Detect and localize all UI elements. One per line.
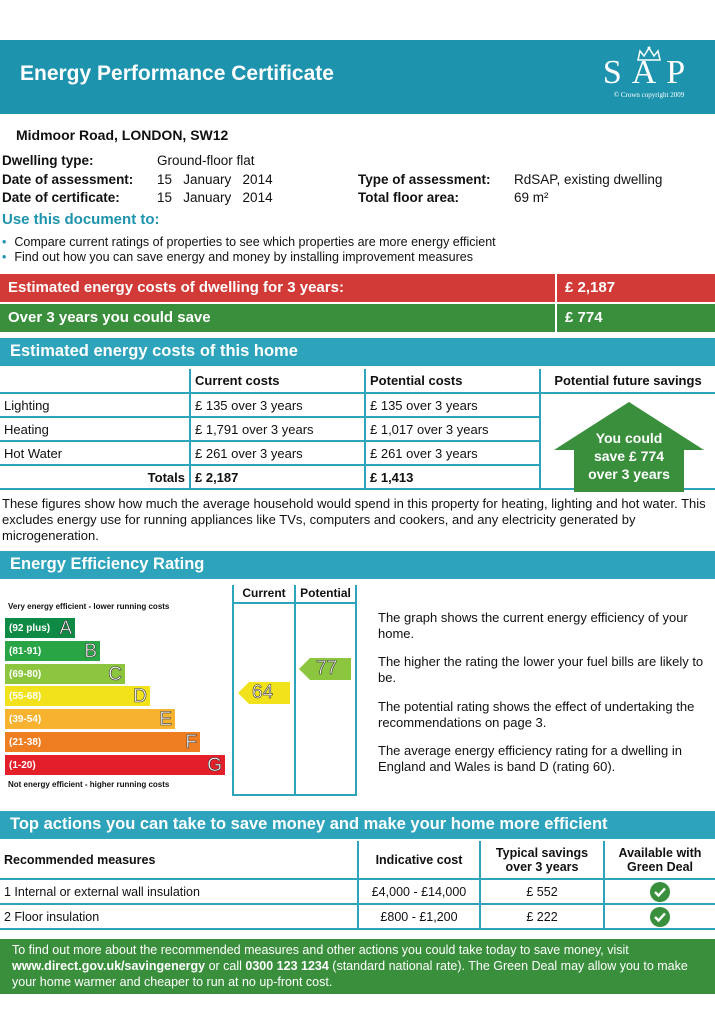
- date-certificate-value: 15 January 2014: [157, 190, 273, 205]
- rating-band-letter: A: [59, 618, 72, 639]
- rating-band-e: [5, 709, 175, 729]
- table-row: Hot Water £ 261 over 3 years £ 261 over 3 years: [0, 441, 715, 465]
- property-address: Midmoor Road, LONDON, SW12: [16, 127, 229, 143]
- estimated-costs-band: [0, 274, 715, 302]
- check-icon: [650, 907, 670, 927]
- rating-band-range: (39-54): [9, 714, 42, 726]
- sap-logo-letters: SAP: [602, 54, 696, 91]
- date-certificate-label: Date of certificate:: [2, 190, 120, 205]
- footer-info: To find out more about the recommended measures and other actions you could take today to save money, visit www.direct.gov.uk/savingenergy or call 0300 123 1234 (standard national rate). The Green Deal may allow you to make your home warmer and cheaper to run at no up-front cost.: [0, 939, 715, 994]
- date-assessment-value: 15 January 2014: [157, 172, 273, 187]
- savingenergy-link[interactable]: www.direct.gov.uk/savingenergy: [12, 959, 206, 973]
- very-efficient-note: Very energy efficient - lower running costs: [8, 602, 170, 611]
- dwelling-type-label: Dwelling type:: [2, 153, 94, 168]
- rating-band-range: (1-20): [9, 759, 36, 771]
- rating-band-letter: D: [133, 686, 147, 708]
- type-assessment-label: Type of assessment:: [358, 172, 491, 187]
- rating-band-range: (69-80): [9, 668, 42, 680]
- savings-header: Typical savings over 3 years: [480, 841, 604, 879]
- estimated-costs-value: £ 2,187: [565, 279, 616, 296]
- arrow-text-line2: save £ 774: [593, 448, 665, 464]
- efficiency-rating-chart: [0, 585, 358, 796]
- type-assessment-value: RdSAP, existing dwelling: [514, 172, 663, 187]
- rating-band-range: (92 plus): [9, 623, 51, 634]
- rating-band-a: [5, 618, 75, 638]
- table-row: Heating £ 1,791 over 3 years £ 1,017 over 3 years: [0, 417, 715, 441]
- rating-band-d: [5, 686, 150, 706]
- savings-value: £ 774: [565, 309, 603, 326]
- current-rating-value: 64: [252, 682, 274, 703]
- future-savings-cell: [540, 393, 715, 489]
- column-potential: Potential: [300, 586, 351, 600]
- rating-band-range: (21-38): [9, 737, 42, 748]
- page-title: Energy Performance Certificate: [20, 62, 334, 85]
- date-assessment-label: Date of assessment:: [2, 172, 134, 187]
- use-bullet: • Compare current ratings of properties to see which properties are more energy efficient: [2, 235, 496, 249]
- use-bullet: • Find out how you can save energy and money by installing improvement measures: [2, 250, 473, 264]
- rating-band-c: [5, 664, 125, 684]
- arrow-text-line1: You could: [595, 430, 663, 446]
- dwelling-type-value: Ground-floor flat: [157, 153, 255, 168]
- rating-band-letter: G: [207, 754, 222, 776]
- floor-area-label: Total floor area:: [358, 190, 460, 205]
- costs-header-current: Current costs: [190, 369, 365, 393]
- rating-band-range: (55-68): [9, 691, 42, 703]
- rating-band-g: [5, 755, 225, 775]
- costs-header-savings: Potential future savings: [540, 369, 715, 393]
- rating-band-letter: B: [84, 640, 97, 662]
- table-row: 2 Floor insulation £800 - £1,200 £ 222: [0, 904, 715, 929]
- rating-band-range: (81-91): [9, 645, 42, 657]
- rating-band-letter: F: [185, 732, 197, 753]
- energy-costs-table: [0, 369, 715, 490]
- column-current: Current: [242, 586, 286, 600]
- crown-copyright: © Crown copyright 2009: [613, 91, 685, 99]
- floor-area-value: 69 m²: [514, 190, 549, 205]
- recommended-measures-table: [0, 841, 715, 930]
- green-deal-header: Available with Green Deal: [604, 841, 715, 879]
- rating-band-b: [5, 641, 100, 661]
- costs-header-potential: Potential costs: [365, 369, 540, 393]
- cost-header: Indicative cost: [358, 841, 480, 879]
- totals-current: £ 2,187: [190, 465, 365, 489]
- rating-band-letter: C: [108, 663, 122, 685]
- efficiency-desc: The higher the rating the lower your fuel bills are likely to be.: [378, 654, 704, 685]
- savings-band: [0, 304, 715, 332]
- certificate-header: [0, 40, 715, 114]
- rating-band-letter: E: [159, 709, 172, 731]
- sap-logo: [601, 46, 697, 108]
- efficiency-desc: The average energy efficiency rating for a dwelling in England and Wales is band D (rating 60).: [378, 743, 682, 774]
- costs-section-heading: Estimated energy costs of this home: [0, 338, 715, 366]
- efficiency-desc: The potential rating shows the effect of undertaking the recommendations on page 3.: [378, 699, 695, 730]
- arrow-text-line3: over 3 years: [588, 466, 670, 482]
- table-row: 1 Internal or external wall insulation £4,000 - £14,000 £ 552: [0, 879, 715, 904]
- check-icon: [650, 882, 670, 902]
- estimated-costs-label: Estimated energy costs of dwelling for 3 years:: [8, 279, 344, 296]
- measures-header: Recommended measures: [4, 852, 156, 867]
- totals-potential: £ 1,413: [365, 465, 540, 489]
- efficiency-section-heading: Energy Efficiency Rating: [0, 551, 715, 579]
- potential-rating-value: 77: [316, 658, 338, 679]
- use-document-heading: Use this document to:: [2, 211, 160, 228]
- rating-band-f: [5, 732, 200, 752]
- costs-note: These figures show how much the average household would spend in this property for heating, lighting and hot water. This excludes energy use for running appliances like TVs, computers and cookers, and any electricity generated by microgeneration.: [2, 496, 706, 543]
- totals-label: Totals: [147, 469, 185, 485]
- actions-section-heading: Top actions you can take to save money and make your home more efficient: [0, 811, 715, 839]
- not-efficient-note: Not energy efficient - higher running costs: [8, 780, 170, 789]
- efficiency-desc: The graph shows the current energy efficiency of your home.: [378, 610, 688, 641]
- table-row: Lighting £ 135 over 3 years £ 135 over 3 years You could save £ 774 over 3 years: [0, 393, 715, 417]
- phone-number: 0300 123 1234: [245, 959, 329, 973]
- savings-label: Over 3 years you could save: [8, 309, 211, 326]
